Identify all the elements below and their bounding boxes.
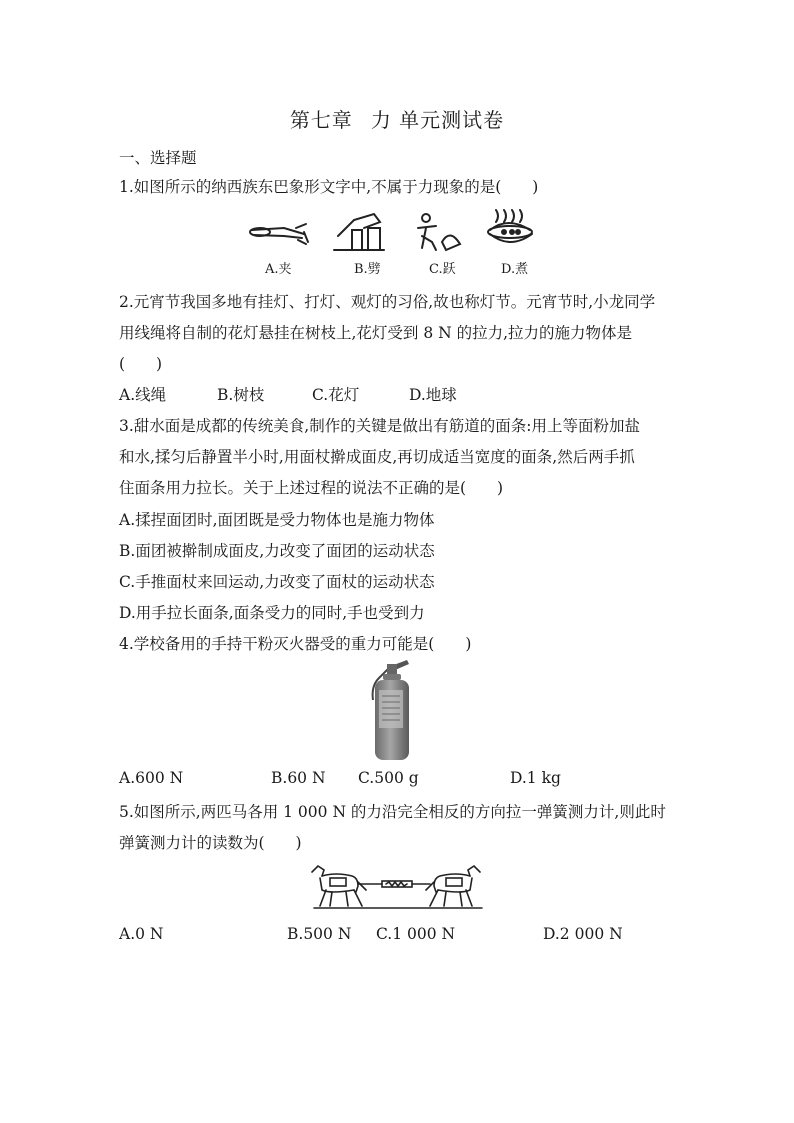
- q5-option-b: B.500 N: [287, 925, 352, 943]
- q1-stem: 1.如图所示的纳西族东巴象形文字中,不属于力现象的是( ): [119, 178, 539, 196]
- q2-option-c: C.花灯: [312, 386, 360, 404]
- page-title: [0, 104, 794, 133]
- q3-option-a: A.揉捏面团时,面团既是受力物体也是施力物体: [119, 511, 435, 529]
- section-heading: 一、选择题: [119, 149, 197, 167]
- q3-option-b: B.面团被擀制成面皮,力改变了面团的运动状态: [119, 542, 435, 560]
- q2-option-d: D.地球: [409, 386, 457, 404]
- pictograph-split-icon: [334, 214, 384, 250]
- q4-option-c: C.500 g: [358, 769, 419, 787]
- q2-option-a: A.线绳: [119, 386, 167, 404]
- pictograph-clamp-icon: [250, 224, 308, 244]
- q3-option-c: C.手推面杖来回运动,力改变了面杖的运动状态: [119, 573, 435, 591]
- fire-extinguisher-figure: [365, 656, 417, 762]
- title-chapter: 第七章: [289, 108, 353, 132]
- q4-option-b: B.60 N: [271, 769, 326, 787]
- q4-option-d: D.1 kg: [510, 769, 561, 787]
- q1-pictograph-figure: [246, 208, 546, 256]
- q4-option-a: A.600 N: [119, 769, 184, 787]
- q2-stem-line2: 用线绳将自制的花灯悬挂在树枝上,花灯受到 8 N 的拉力,拉力的施力物体是: [119, 324, 633, 342]
- horses-spring-scale-figure: [306, 860, 486, 912]
- q1-caption-c: C.跃: [429, 262, 456, 277]
- right-horse-icon: [426, 866, 480, 906]
- q2-option-b: B.树枝: [217, 386, 265, 404]
- spring-scale-icon: [358, 881, 430, 887]
- q3-stem-line3: 住面条用力拉长。关于上述过程的说法不正确的是( ): [119, 479, 504, 497]
- q3-stem-line2: 和水,揉匀后静置半小时,用面杖擀成面皮,再切成适当宽度的面条,然后两手抓: [119, 448, 635, 466]
- pictograph-leap-icon: [418, 214, 460, 250]
- q5-option-d: D.2 000 N: [543, 925, 623, 943]
- q5-option-c: C.1 000 N: [376, 925, 456, 943]
- q4-stem: 4.学校备用的手持干粉灭火器受的重力可能是( ): [119, 635, 472, 653]
- q5-option-a: A.0 N: [119, 925, 164, 943]
- q5-stem-line2: 弹簧测力计的读数为( ): [119, 834, 302, 852]
- q3-stem-line1: 3.甜水面是成都的传统美食,制作的关键是做出有筋道的面条:用上等面粉加盐: [119, 417, 640, 435]
- q2-stem-line1: 2.元宵节我国多地有挂灯、打灯、观灯的习俗,故也称灯节。元宵节时,小龙同学: [119, 293, 656, 311]
- q3-option-d: D.用手拉长面条,面条受力的同时,手也受到力: [119, 604, 425, 622]
- left-horse-icon: [312, 866, 366, 906]
- q1-caption-a: A.夹: [265, 262, 292, 277]
- q2-stem-line3: ( ): [119, 355, 163, 373]
- q5-stem-line1: 5.如图所示,两匹马各用 1 000 N 的力沿完全相反的方向拉一弹簧测力计,则此时: [119, 803, 666, 821]
- title-subject: 力 单元测试卷: [370, 108, 505, 132]
- q1-caption-b: B.劈: [354, 262, 381, 277]
- pictograph-boil-icon: [488, 210, 532, 242]
- q1-caption-d: D.煮: [501, 262, 529, 277]
